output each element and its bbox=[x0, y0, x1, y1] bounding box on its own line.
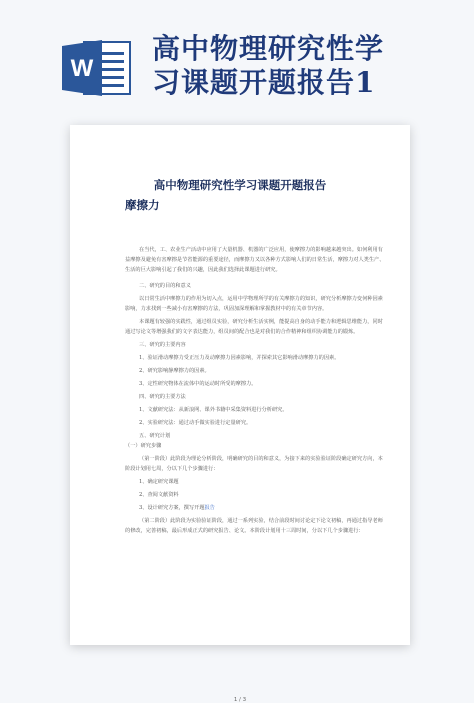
paragraph: （第一阶段）此阶段为理论分析阶段，明确研究的目的和意义，为接下来的实验验证阶段确定研究方向，本阶段计划用七周，分以下几个步骤进行： bbox=[125, 456, 383, 472]
paragraph: 在当代，工、农业生产活动中应用了大量机器、机器的广泛应用，使摩擦力的影响越来越突出。如何利用有益摩擦及避免有害摩擦是节省能源的重要途径，而摩擦力又以各种方式影响人们的日常生活，摩擦力对人类生产、生活的巨大影响引起了我们的兴趣，因此我们选择此课题进行研究。 bbox=[125, 247, 385, 273]
paragraph: 本课题有较强的实践性，通过组员实验，研究分析生活实例，能提高自身的动手能力和逻辑思维能力，同时通过写论文等增强我们的文字表达能力，组员间的配合也是对我们的合作精神和组织协调能力的锻炼。 bbox=[125, 319, 383, 335]
document-page bbox=[70, 125, 410, 703]
paragraph: （第二阶段）此阶段为实验验证阶段，通过一系列实验，结合前段时间讨论定下论文初稿，再通过指导老师的修改，完善初稿，最后形成正式的研究报告、论文。本阶段计划用十三周时间，分以下几个步骤进行： bbox=[125, 518, 383, 534]
list-item bbox=[125, 503, 385, 513]
list-item: 2、实验研究法：通过动手做实验进行定量研究。 bbox=[139, 420, 252, 426]
list-item: 2、研究影响静摩擦力的因素。 bbox=[139, 368, 210, 374]
banner-title-line-2: 习课题开题报告1 bbox=[152, 66, 376, 99]
list-item: 1、验证滑动摩擦力受正压力及动摩擦力因素影响，并探索其它影响滑动摩擦力的因素。 bbox=[139, 355, 340, 361]
list-item: 1、确定研究课题 bbox=[139, 479, 179, 485]
svg-text:W: W bbox=[70, 55, 94, 82]
section-heading: 五、研究计划 bbox=[139, 433, 171, 439]
subsection-heading: （一）研究步骤 bbox=[125, 443, 162, 449]
list-item-text: 3、设计研究方案，撰写开题 bbox=[139, 505, 205, 511]
section-heading: 三、研究的主要内容 bbox=[139, 342, 186, 348]
document-body bbox=[125, 245, 385, 536]
section-heading: 四、研究的主要方法 bbox=[139, 394, 186, 400]
banner-title bbox=[152, 32, 472, 100]
list-item: 1、文献研究法：从新浪网、课外书籍中采集资料进行分析研究。 bbox=[139, 407, 288, 413]
section-heading: 二、研究的目的和意义 bbox=[139, 283, 191, 289]
document-subtitle: 摩擦力 bbox=[125, 198, 160, 212]
list-item: 3、定性研究物体在流体中的运动时所受的摩擦力。 bbox=[139, 381, 257, 387]
page-number: 1 / 3 bbox=[233, 697, 247, 703]
list-item: 2、查阅文献资料 bbox=[139, 492, 179, 498]
banner bbox=[0, 0, 474, 112]
banner-title-line-1: 高中物理研究性学 bbox=[152, 32, 385, 65]
word-document-icon bbox=[62, 38, 132, 98]
report-link[interactable]: 报告 bbox=[204, 505, 215, 511]
document-title: 高中物理研究性学习课题开题报告 bbox=[153, 178, 327, 192]
paragraph: 以日常生活中摩擦力的作用为切入点，运用中学物理所学的有关摩擦力的知识，研究分析摩擦力变何种因素影响，力求找到一些减小有害摩擦的方法，巩固加深理解和掌握教材中的有关章节内容。 bbox=[125, 296, 383, 312]
